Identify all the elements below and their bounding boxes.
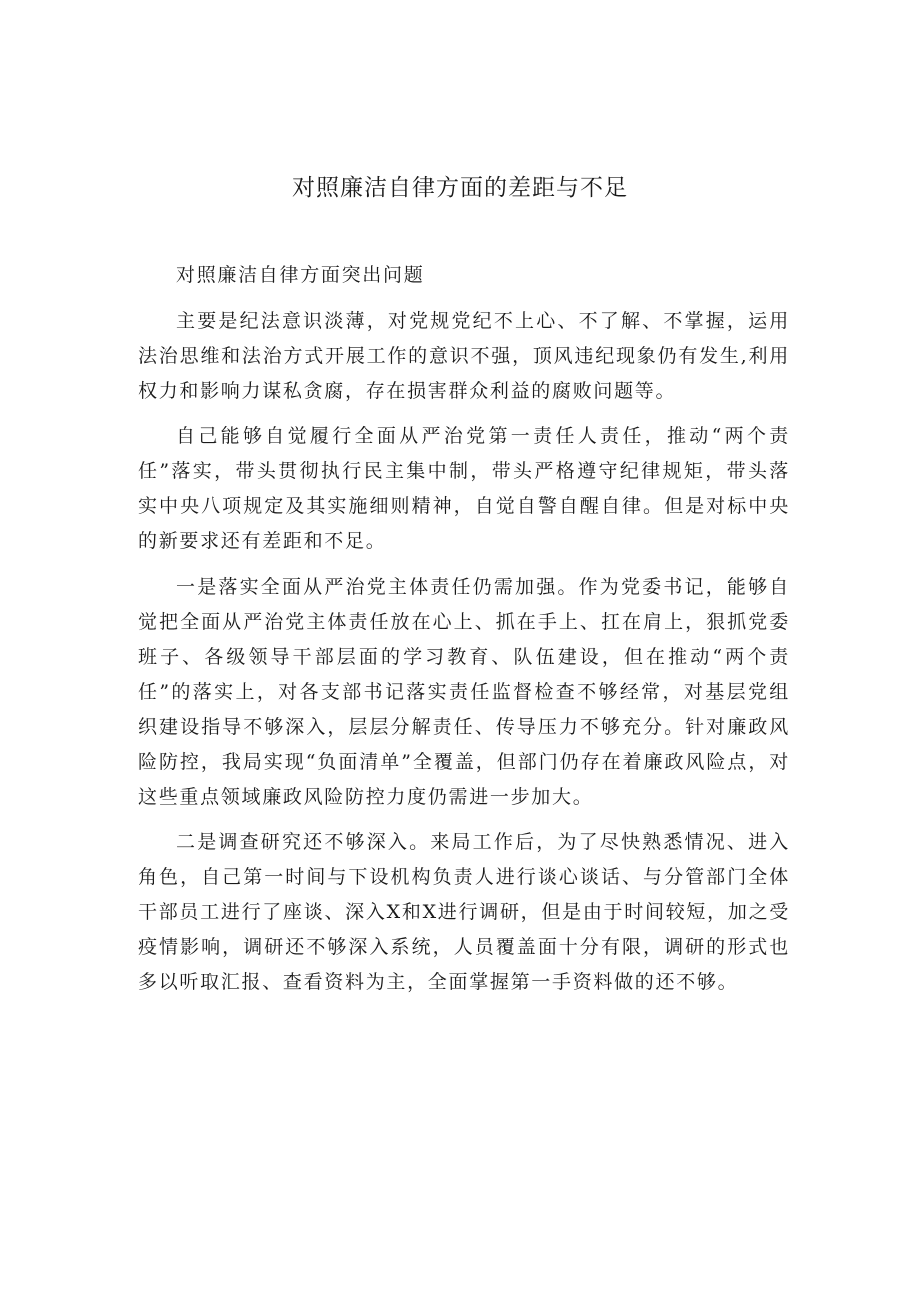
section-heading-paragraph: 对照廉洁自律方面突出问题 (176, 264, 425, 286)
body-paragraph: 主要是纪法意识淡薄，对党规党纪不上心、不了解、不掌握，运用法治思维和法治方式开展工作的意识不强，顶风违纪现象仍有发生,利用权力和影响力谋私贪腐，存在损害群众利益的腐败问题等。 (138, 309, 790, 402)
body-paragraph: 一是落实全面从严治党主体责任仍需加强。作为党委书记，能够自觉把全面从严治党主体责任放在心上、抓在手上、扛在肩上，狠抓党委班子、各级领导干部层面的学习教育、队伍建设，但在推动“两个责任”的落实上，对各支部书记落实责任监督检查不够经常，对基层党组织建设指导不够深入，层层分解责任、传导压力不够充分。针对廉政风险防控，我局实现“负面清单”全覆盖，但部门仍存在着廉政风险点，对这些重点领域廉政风险防控力度仍需进一步加大。 (138, 575, 790, 808)
document-title: 对照廉洁自律方面的差距与不足 (292, 175, 628, 201)
body-paragraph: 二是调查研究还不够深入。来局工作后，为了尽快熟悉情况、进入角色，自己第一时间与下设机构负责人进行谈心谈话、与分管部门全体干部员工进行了座谈、深入X和X进行调研，但是由于时间较短，加之受疫情影响，调研还不够深入系统，人员覆盖面十分有限，调研的形式也多以听取汇报、查看资料为主，全面掌握第一手资料做的还不够。 (138, 831, 790, 993)
body-paragraph: 自己能够自觉履行全面从严治党第一责任人责任，推动“两个责任”落实，带头贯彻执行民主集中制，带头严格遵守纪律规矩，带头落实中央八项规定及其实施细则精神，自觉自警自醒自律。但是对标中央的新要求还有差距和不足。 (138, 425, 790, 552)
document-body (138, 258, 790, 1011)
